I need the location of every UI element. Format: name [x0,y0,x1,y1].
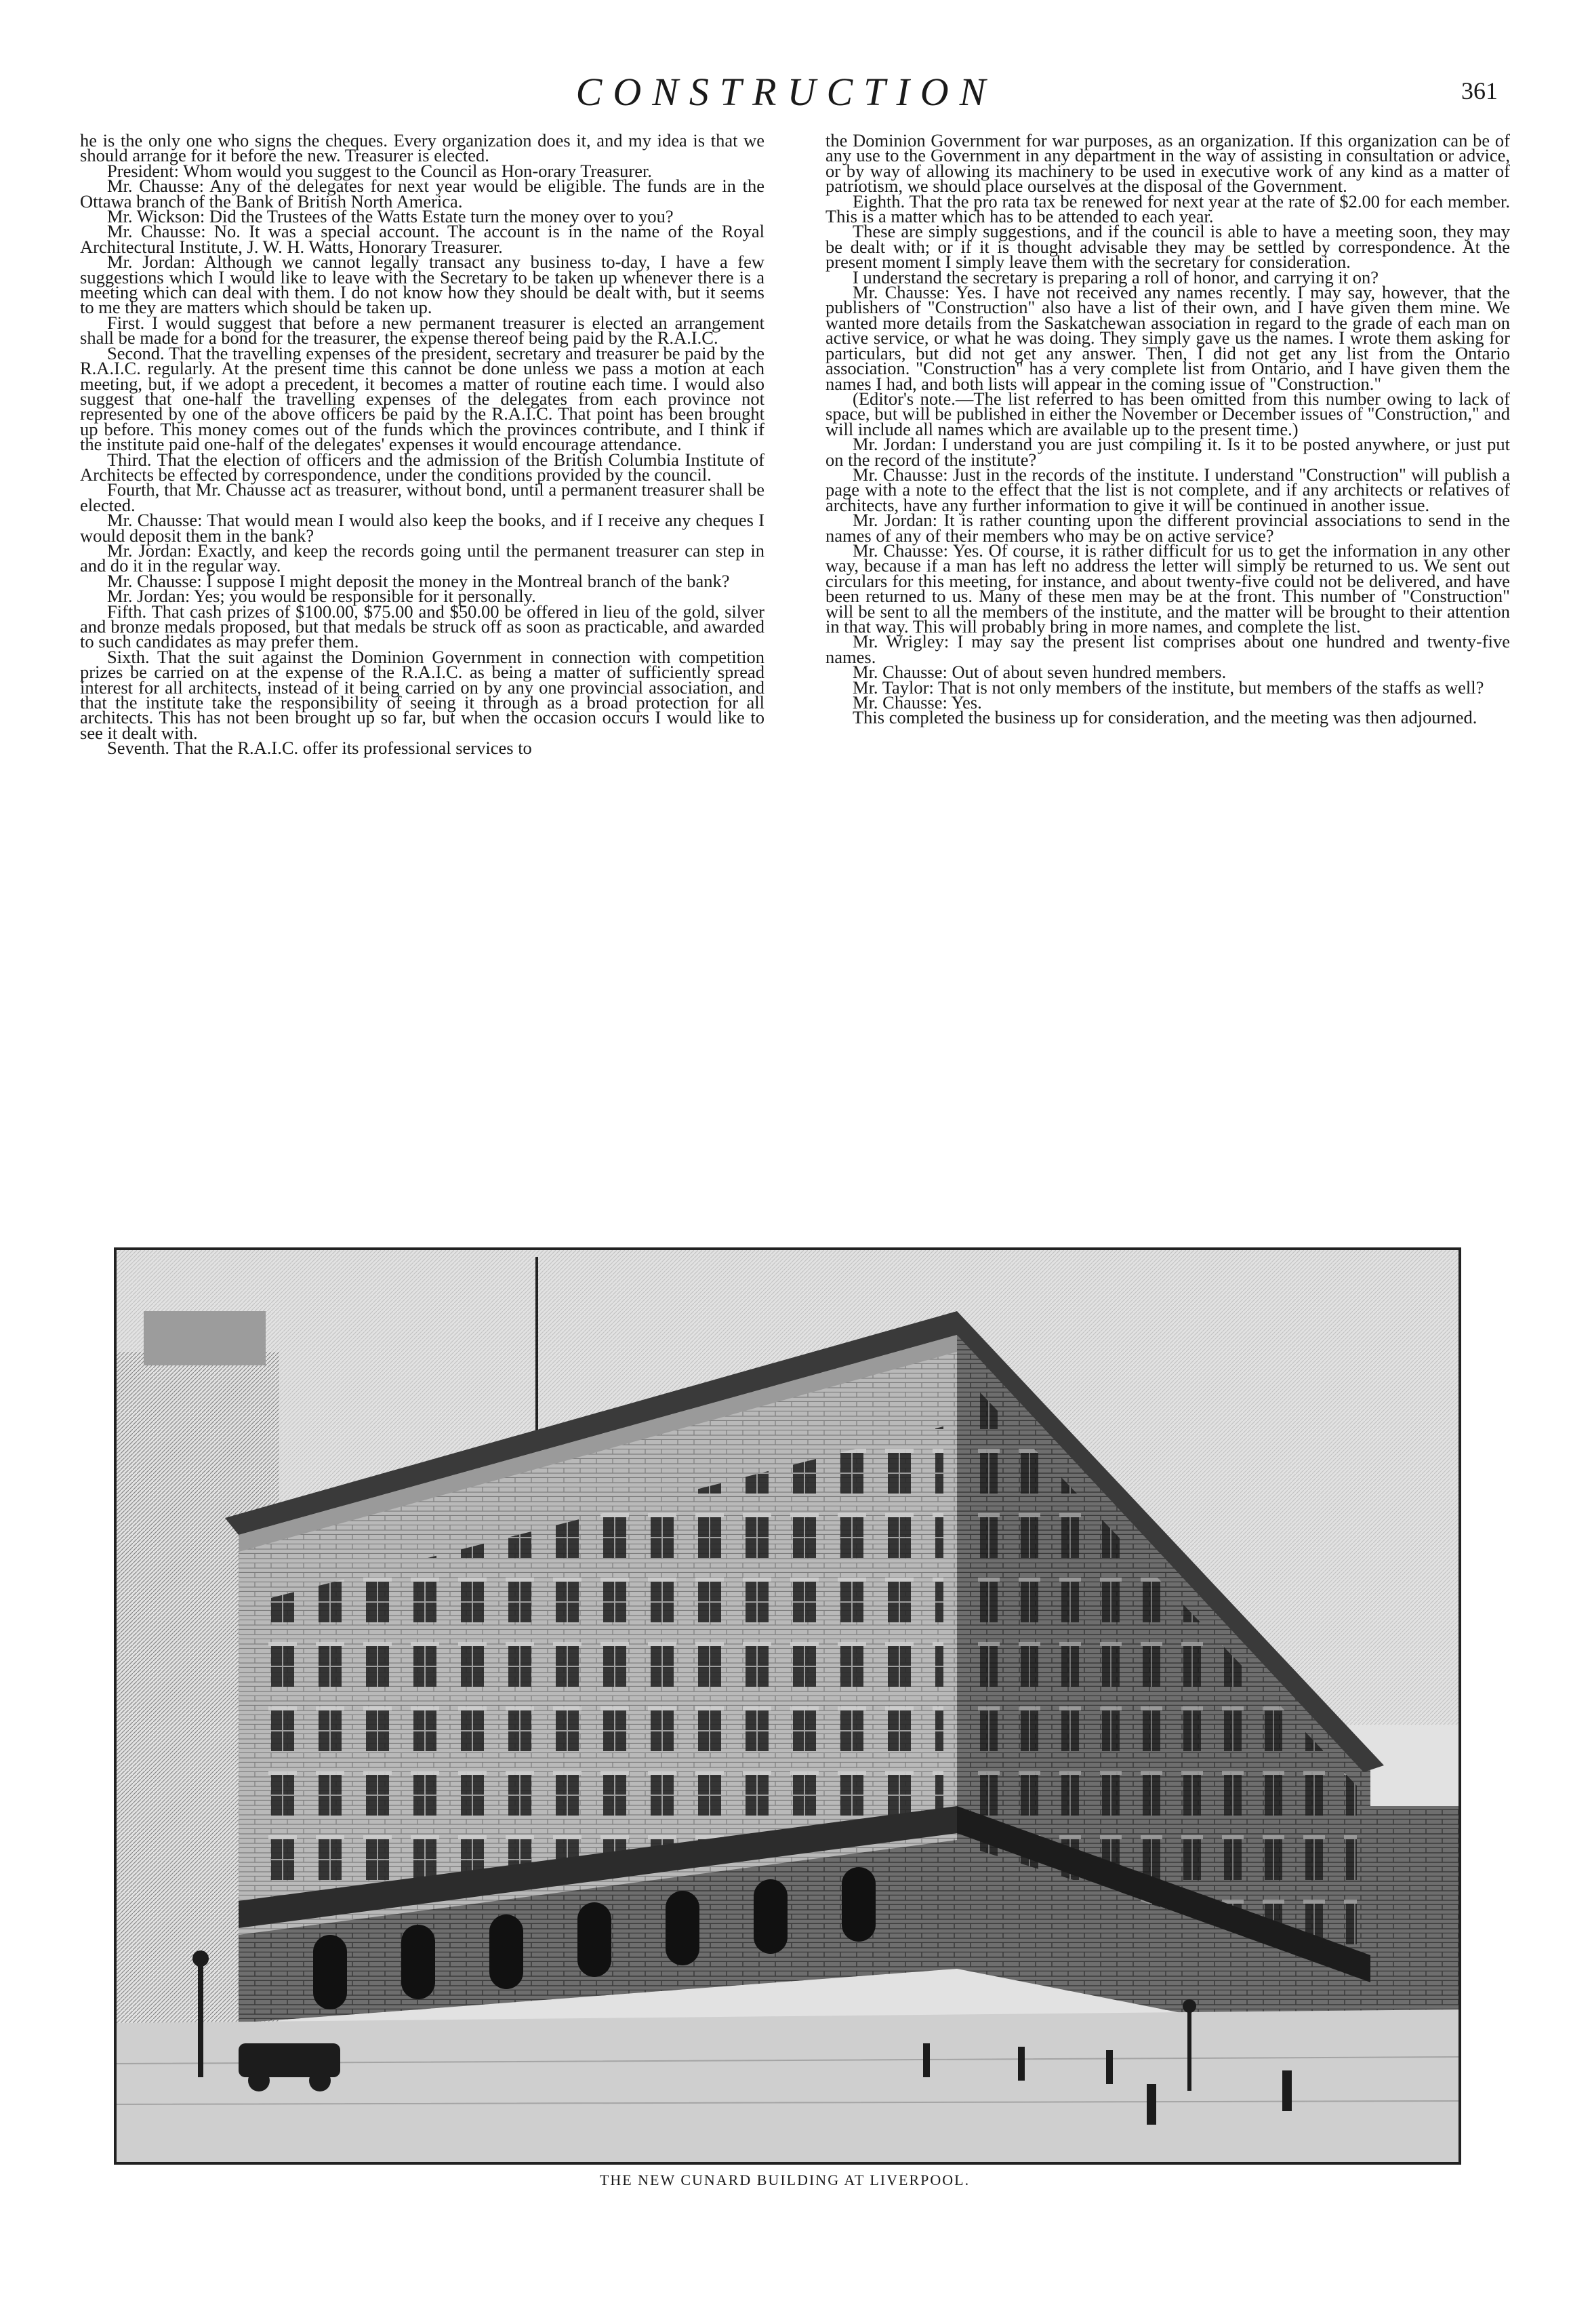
paragraph: Fifth. That cash prizes of $100.00, $75.00 and $50.00 be offered in lieu of the gold, silver and bronze medals proposed, but that medals be struck off as soon as practicable, and awarded to such candidates as may prefer them. [80,601,764,652]
journal-title: CONSTRUCTION [575,70,997,114]
paragraph: Fourth, that Mr. Chausse act as treasurer, without bond, until a permanent treasurer shall be elected. [80,479,764,515]
paragraph: Mr. Chausse: Yes. I have not received any names recently. I may say, however, that the publishers of "Construction" also have a list of their own, and I have given them mine. We wanted more details from the Saskatchewan association in regard to the grade of each man on active service, or what he was doing. They simply gave us the names. I wrote them asking for particulars, but did not get any answer. Then, I did not get any list from the Ontario association. "Construction" has a very complete list from Ontario, and I have given them the names I had, and both lists will appear in the coming issue of "Construction." [825,282,1510,394]
paragraph: Mr. Wrigley: I may say the present list comprises about one hundred and twenty-five names. [825,631,1510,667]
paragraph: First. I would suggest that before a new permanent treasurer is elected an arrangement shall be made for a bond for the treasurer, the expense thereof being paid by the R.A.I.C. [80,312,764,348]
paragraph: Sixth. That the suit against the Dominion Government in connection with competition prizes be carried on at the expense of the R.A.I.C. as being a matter of sufficiently spread interest for all architects, instead of it being carried on by any one provincial association, and that the institute take the responsibility of seeing it through as a broad protection for all architects. This has not been brought up so far, but when the occasion occurs I would like to see it dealt with. [80,646,764,743]
paragraph: Mr. Chausse: That would mean I would also keep the books, and if I receive any cheques I would deposit them in the bank? [80,510,764,546]
page-number: 361 [1461,77,1498,104]
paragraph: Mr. Chausse: Any of the delegates for next year would be eligible. The funds are in the Ottawa branch of the Bank of British North America. [80,176,764,212]
figure-caption: THE NEW CUNARD BUILDING AT LIVERPOOL. [599,2171,971,2188]
paragraph: Mr. Wickson: Did the Trustees of the Watts Estate turn the money over to you? [107,206,674,227]
paragraph: Eighth. That the pro rata tax be renewed for next year at the rate of $2.00 for each member. This is a matter which has to be attended to each year. [825,191,1510,227]
right-text-column [825,130,1510,728]
paragraph: Mr. Jordan: Yes; you would be responsible for it personally. [107,586,536,607]
paragraph: Mr. Jordan: I understand you are just compiling it. Is it to be posted anywhere, or just put on the record of the institute? [825,434,1510,470]
left-text-column [80,130,764,759]
paragraph: Mr. Chausse: I suppose I might deposit the money in the Montreal branch of the bank? [107,570,730,591]
paragraph: These are simply suggestions, and if the council is able to have a meeting soon, they may be dealt with; or if it is thought advisable they may be settled by correspondence. At the present moment I simply leave them with the secretary for consideration. [825,221,1510,273]
paragraph: Mr. Chausse: Yes. Of course, it is rather difficult for us to get the information in any other way, because if a man has left no address the letter will simply be returned to us. We sent out circulars for this meeting, for instance, and about twenty-five could not be delivered, and have been returned to us. Many of these men may be at the front. This number of "Construction" will be sent to all the members of the institute, and the matter will be brought to their attention in that way. This will probably bring in more names, and complete the list. [825,540,1510,637]
paragraph: (Editor's note.—The list referred to has been omitted from this number owing to lack of space, but will be published in either the November or December issues of "Construction," and will include all names which are available up to the present time.) [825,388,1510,439]
paragraph: Mr. Taylor: That is not only members of the institute, but members of the staffs as well? [853,677,1484,698]
paragraph: Mr. Jordan: Although we cannot legally transact any business to-day, I have a few suggestions which I would like to leave with the Secretary to be taken up whenever there is a meeting which can deal with them. I do not know how they should be dealt with, but it seems to me they are matters which should be taken up. [80,252,764,318]
paragraph: Mr. Chausse: Just in the records of the institute. I understand "Construction" will publish a page with a note to the effect that the list is not complete, and if any architects or relatives of architects, have any further information to give it will be continued in another issue. [825,464,1510,515]
paragraph: Mr. Chausse: Yes. [853,692,982,713]
paragraph: I understand the secretary is preparing a roll of honor, and carrying it on? [853,266,1379,287]
paragraph: he is the only one who signs the cheques. Every organization does it, and my idea is that we should arrange for it before the new. Treasurer is elected. [80,130,764,166]
building-engraving [117,1250,1458,2162]
paragraph: Mr. Chausse: Out of about seven hundred members. [853,662,1227,683]
paragraph: Seventh. That the R.A.I.C. offer its professional services to [107,738,532,759]
paragraph: Second. That the travelling expenses of the president, secretary and treasurer be paid by the R.A.I.C. regularly. At the present time this cannot be done unless we pass a motion at each meeting, but, if we adopt a precedent, it becomes a matter of routine each time. I would also suggest that one-half the travelling expenses of the delegates from each province not represented by one of the above officers be paid by the R.A.I.C. That point has been brought up before. This money comes out of the funds which the provinces contribute, and I think if the institute paid one-half of the delegates' expenses it would encourage attendance. [80,342,764,455]
paragraph: President: Whom would you suggest to the Council as Hon-orary Treasurer. [107,160,652,181]
building-illustration [114,1247,1461,2165]
paragraph: Mr. Chausse: No. It was a special account. The account is in the name of the Royal Architectural Institute, J. W. H. Watts, Honorary Treasurer. [80,221,764,257]
paragraph: Mr. Jordan: Exactly, and keep the records going until the permanent treasurer can step in and do it in the regular way. [80,540,764,576]
paragraph: the Dominion Government for war purposes, as an organization. If this organization can be of any use to the Government in any department in the way of assisting in consultation or advice, or by way of allowing its machinery to be used in executive work of any kind as a matter of patriotism, we should place ourselves at the disposal of the Government. [825,130,1510,197]
paragraph: This completed the business up for consideration, and the meeting was then adjourned. [853,707,1477,728]
paragraph: Third. That the election of officers and the admission of the British Columbia Institute of Architects be effected by correspondence, under the conditions provided by the council. [80,449,764,485]
paragraph: Mr. Jordan: It is rather counting upon the different provincial associations to send in the names of any of their members who may be on active service? [825,510,1510,546]
page-header [0,65,1571,119]
